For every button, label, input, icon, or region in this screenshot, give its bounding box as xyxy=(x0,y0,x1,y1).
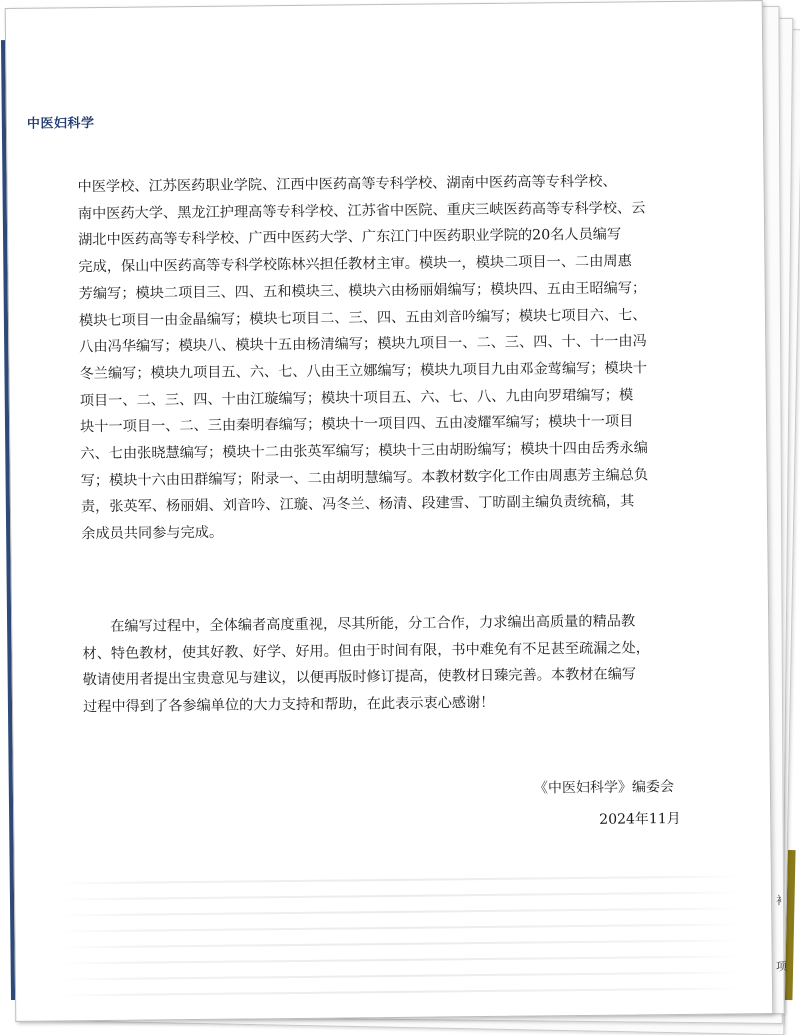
text-line: 在编写过程中，全体编者高度重视，尽其所能，分工合作，力求编出高质量的精品教 xyxy=(110,613,636,635)
text-line: 块十一项目一、二、三由秦明春编写；模块十一项目四、五由凌耀军编写；模块十一项目 xyxy=(80,413,634,436)
text-line: 余成员共同参与完成。 xyxy=(81,524,224,543)
text-line: 八由冯华编写；模块八、模块十五由杨清编写；模块九项目一、二、三、四、十、十一由冯 xyxy=(79,333,647,356)
document-page xyxy=(5,0,774,1022)
signature-editorial-board: 《中医妇科学》编委会 xyxy=(533,779,674,797)
text-line: 责，张英军、杨丽娟、刘音吟、江璇、冯冬兰、杨清、段建雪、丁昉副主编负责统稿，其 xyxy=(80,493,635,516)
text-line: 芳编写；模块二项目三、四、五和模块三、模块六由杨丽娟编写；模块四、五由王昭编写； xyxy=(78,280,647,303)
text-line: 项目一、二、三、四、十由江璇编写；模块十项目五、六、七、八、九由向罗珺编写；模 xyxy=(79,387,634,409)
text-line: 六、七由张晓慧编写；模块十二由张英军编写；模块十三由胡盼编写；模块十四由岳秀永编 xyxy=(80,440,648,463)
bleed-through-text xyxy=(55,861,746,1010)
text-line: 完成，保山中医药高等专科学校陈林兴担任教材主审。模块一，模块二项目一、二由周惠 xyxy=(78,253,632,276)
signature-date: 2024年11月 xyxy=(599,810,681,828)
text-line: 冬兰编写；模块九项目五、六、七、八由王立娜编写；模块九项目九由邓金莺编写；模块十 xyxy=(79,360,648,383)
running-header-book-title: 中医妇科学 xyxy=(26,116,95,132)
acknowledgement-paragraph xyxy=(82,607,738,721)
text-line: 湖北中医药高等专科学校、广西中医药大学、广东江门中医药职业学院的20名人员编写 xyxy=(78,226,622,249)
text-line: 敬请使用者提出宝贵意见与建议，以便再版时修订提高，使教材日臻完善。本教材在编写 xyxy=(82,666,637,689)
contributors-paragraph xyxy=(77,167,736,548)
underlying-page-edge-text: 项 xyxy=(776,960,787,973)
underlying-page-edge-text: 衤 xyxy=(776,894,787,907)
text-line: 过程中得到了各参编单位的大力支持和帮助，在此表示衷心感谢！ xyxy=(82,695,495,716)
text-line: 模块七项目一由金晶编写；模块七项目二、三、四、五由刘音吟编写；模块七项目六、七、 xyxy=(78,306,647,329)
text-line: 材、特色教材，使其好教、好学、好用。但由于时间有限，书中难免有不足甚至疏漏之处， xyxy=(82,639,651,662)
text-line: 中医学校、江苏医药职业学院、江西中医药高等专科学校、湖南中医药高等专科学校、 xyxy=(77,173,617,196)
text-line: 南中医药大学、黑龙江护理高等专科学校、江苏省中医院、重庆三峡医药高等专科学校、云 xyxy=(77,200,646,222)
text-line: 写；模块十六由田群编写；附录一、二由胡明慧编写。本教材数字化工作由周惠芳主编总负 xyxy=(80,467,649,489)
